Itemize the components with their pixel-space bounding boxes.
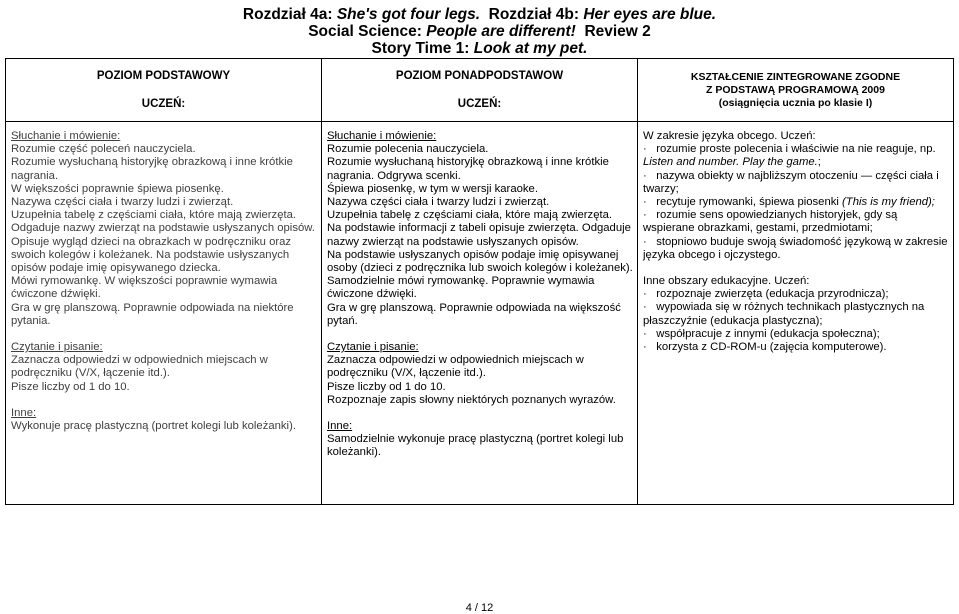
header-text: Z PODSTAWĄ PROGRAMOWĄ 2009 [706,83,885,96]
page-number: 4 / 12 [465,602,494,614]
title-part: Social Science: [308,23,427,40]
title-line-3 [0,40,959,57]
list-item: W większości poprawnie śpiewa piosenkę. [11,182,224,195]
list-item: Nazywa części ciała i twarzy ludzi i zwierząt. [11,196,234,209]
header-text: UCZEŃ: [457,98,502,110]
bullet-icon: · [643,235,647,248]
title-part: Rozdział 4b: [480,6,584,23]
header-text: KSZTAŁCENIE ZINTEGROWANE ZGODNE [690,70,901,83]
list-item: Gra w grę planszową. Poprawnie odpowiada na niektóre pytania. [11,301,294,327]
header-text: (osiągnięcia ucznia po klasie I) [718,96,873,109]
bullet-text: korzysta z CD-ROM-u (zajęcia komputerowe). [656,341,887,354]
bullet-text-italic: Listen and number. Play the game. [643,156,818,169]
list-item: Zaznacza odpowiedzi w odpowiednich miejscach w podręczniku (V/X, łączenie itd.). [11,354,268,380]
bullet-icon: · [643,288,647,301]
list-item: Rozumie część poleceń nauczyciela. [11,143,196,156]
list-item: Zaznacza odpowiedzi w odpowiednich miejscach w podręczniku (V/X, łączenie itd.). [327,354,584,380]
bullet-item [643,301,949,327]
list-item: Gra w grę planszową. Poprawnie odpowiada na większość pytań. [327,301,621,327]
header-advanced-level [322,59,638,122]
list-item: Pisze liczby od 1 do 10. [327,380,446,393]
section-heading: Czytanie i pisanie: [327,341,419,354]
title-part: Rozdział 4a: [242,6,337,23]
list-item: Rozumie polecenia nauczyciela. [327,143,489,156]
basic-level-cell [6,122,322,505]
bullet-text: wypowiada się w różnych technikach plastycznych na płaszczyźnie (edukacja plastyczna); [643,301,925,327]
curriculum-cell [638,122,954,505]
requirements-table [5,58,954,505]
section-heading: Inne: [327,420,353,433]
list-item: Uzupełnia tabelę z częściami ciała, które mają zwierzęta. [327,209,613,222]
list-item: Samodzielnie mówi rymowankę. Poprawnie wymawia ćwiczone dźwięki. [327,275,595,301]
advanced-level-cell [322,122,638,505]
bullet-text: nazywa obiekty w najbliższym otoczeniu — części ciała i twarzy; [643,169,939,195]
bullet-text: rozumie proste polecenia i właściwie na nie reaguje, np. [656,143,936,156]
list-item: Odgaduje nazwy zwierząt na podstawie usłyszanych opisów. [11,222,315,235]
section-heading: Czytanie i pisanie: [11,341,103,354]
bullet-text: stopniowo buduje swoją świadomość językową w zakresie języka obcego i ojczystego. [643,235,948,261]
title-part-italic: Her eyes are blue. [583,6,717,23]
bullet-text: współpracuje z innymi (edukacja społeczna); [656,327,880,340]
bullet-item [643,236,949,262]
bullet-text-italic: (This is my friend); [842,196,935,209]
section-heading: Słuchanie i mówienie: [327,130,437,142]
bullet-icon: · [643,341,647,354]
header-text: UCZEŃ: [141,98,186,110]
list-item: Rozumie wysłuchaną historyjkę obrazkową i inne krótkie nagrania. [11,156,293,182]
content-row [6,122,954,505]
bullet-item [643,288,949,301]
header-text: POZIOM PONADPODSTAWOW [395,70,564,82]
list-item: Uzupełnia tabelę z częściami ciała, które mają zwierzęta. [11,209,297,222]
list-item: Samodzielnie wykonuje pracę plastyczną (portret kolegi lub koleżanki). [327,433,624,459]
list-item: Śpiewa piosenkę, w tym w wersji karaoke. [327,182,538,195]
list-item: Wykonuje pracę plastyczną (portret kolegi lub koleżanki). [11,420,296,433]
bullet-icon: · [643,327,647,340]
list-item: Na podstawie informacji z tabeli opisuje zwierzęta. Odgaduje nazwy zwierząt na podstawie usłyszanych opisów. [327,222,631,248]
bullet-item [643,328,949,341]
title-part-italic: People are different! [426,23,576,40]
bullet-icon: · [643,169,647,182]
header-text: POZIOM PODSTAWOWY [96,70,231,82]
bullet-item [643,170,949,196]
section-intro: W zakresie języka obcego. Uczeń: [643,130,816,142]
section-heading: Słuchanie i mówienie: [11,130,121,142]
list-item: Pisze liczby od 1 do 10. [11,380,130,393]
header-row [6,59,954,122]
bullet-text: rozumie sens opowiedzianych historyjek, gdy są wspierane obrazkami, gestami, przedmiotami; [643,209,898,235]
list-item: Mówi rymowankę. W większości poprawnie wymawia ćwiczone dźwięki. [11,275,278,301]
bullet-icon: · [643,196,647,209]
title-part: Story Time 1: [371,40,474,57]
list-item: Rozumie wysłuchaną historyjkę obrazkową i inne krótkie nagrania. Odgrywa scenki. [327,156,609,182]
header-basic-level [6,59,322,122]
title-part-italic: Look at my pet. [473,40,588,57]
bullet-icon: · [643,143,647,156]
section-intro: Inne obszary edukacyjne. Uczeń: [643,275,810,288]
bullet-icon: · [643,301,647,314]
bullet-text: recytuje rymowanki, śpiewa piosenki [656,196,843,209]
title-line-1 [0,6,959,23]
list-item: Opisuje wygląd dzieci na obrazkach w podręczniku oraz swoich kolegów i koleżanek. Na podstawie usłyszanych opisów podaje imię opisywanego dziecka. [11,235,292,275]
title-part: Review 2 [575,23,651,40]
bullet-text: ; [817,156,821,169]
bullet-item [643,196,949,209]
list-item: Nazywa części ciała i twarzy ludzi i zwierząt. [327,196,550,209]
document-title [0,6,959,57]
bullet-icon: · [643,209,647,222]
title-line-2 [0,23,959,40]
title-part-italic: She's got four legs. [336,6,481,23]
bullet-item [643,341,949,354]
header-curriculum [638,59,954,122]
bullet-item [643,143,949,169]
bullet-text: rozpoznaje zwierzęta (edukacja przyrodnicza); [656,288,889,301]
list-item: Rozpoznaje zapis słowny niektórych poznanych wyrazów. [327,393,616,406]
section-heading: Inne: [11,406,37,419]
bullet-item [643,209,949,235]
list-item: Na podstawie usłyszanych opisów podaje imię opisywanej osoby (dzieci z podręcznika lub swoich kolegów i koleżanek). [327,248,633,275]
